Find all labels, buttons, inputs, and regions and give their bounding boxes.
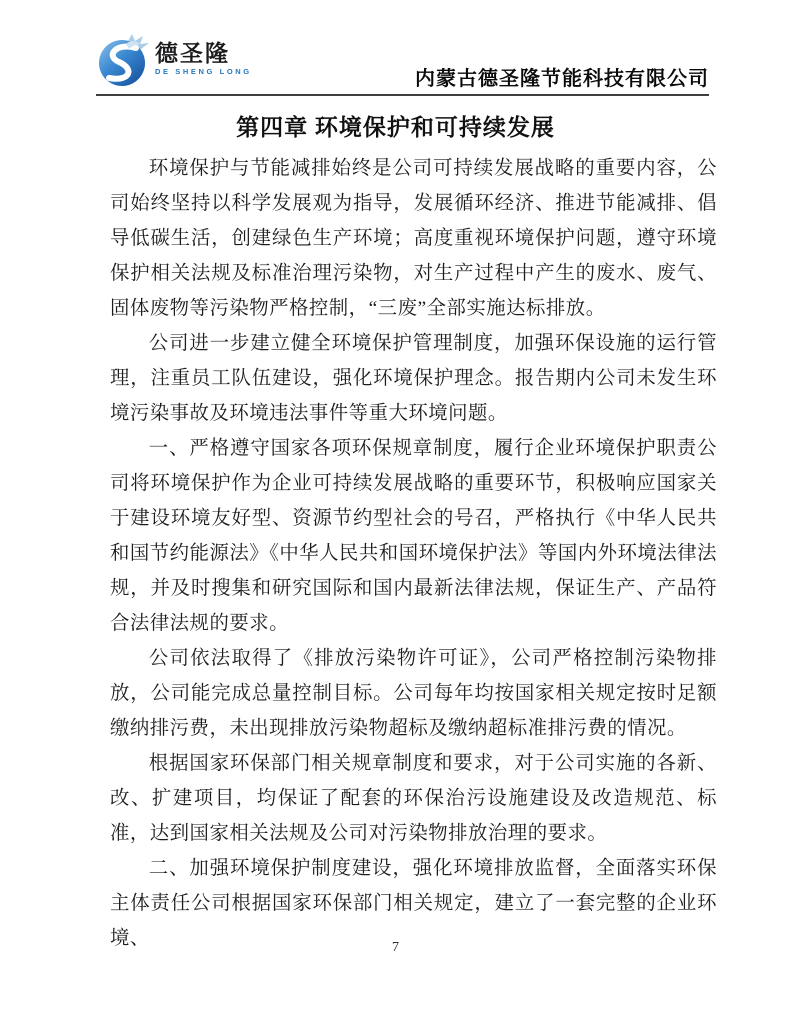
logo-wordmark bbox=[155, 39, 252, 82]
paragraph: 环境保护与节能减排始终是公司可持续发展战略的重要内容，公司始终坚持以科学发展观为指导，发展循环经济、推进节能减排、倡导低碳生活，创建绿色生产环境；高度重视环境保护问题，遵守环境保护相关法规及标准治理污染物，对生产过程中产生的废水、废气、固体废物等污染物严格控制，“三废”全部实施达标排放。 bbox=[110, 158, 717, 319]
dragon-s-circle-icon bbox=[96, 30, 151, 93]
document-body bbox=[110, 151, 717, 956]
chapter-title: 第四章 环境保护和可持续发展 bbox=[236, 115, 555, 140]
paragraph: 一、严格遵守国家各项环保规章制度，履行企业环境保护职责公司将环境保护作为企业可持续发展战略的重要环节，积极响应国家关于建设环境友好型、资源节约型社会的号召，严格执行《中华人民共和国节约能源法》《中华人民共和国环境保护法》等国内外环境法律法规，并及时搜集和研究国际和国内最新法律法规，保证生产、产品符合法律法规的要求。 bbox=[110, 438, 717, 634]
logo-wordmark-en: DE SHENG LONG bbox=[155, 66, 252, 76]
paragraph: 公司依法取得了《排放污染物许可证》，公司严格控制污染物排放，公司能完成总量控制目标。公司每年均按国家相关规定按时足额缴纳排污费，未出现排放污染物超标及缴纳超标准排污费的情况。 bbox=[110, 648, 717, 739]
logo-wordmark-cn: 德圣隆 bbox=[155, 39, 230, 66]
paragraph: 公司进一步建立健全环境保护管理制度，加强环保设施的运行管理，注重员工队伍建设，强化环境保护理念。报告期内公司未发生环境污染事故及环境违法事件等重大环境问题。 bbox=[110, 333, 717, 424]
page-number: 7 bbox=[392, 940, 399, 955]
header-divider bbox=[96, 94, 709, 96]
company-name: 内蒙古德圣隆节能科技有限公司 bbox=[415, 68, 709, 90]
paragraph: 根据国家环保部门相关规章制度和要求，对于公司实施的各新、改、扩建项目，均保证了配套的环保治污设施建设及改造规范、标准，达到国家相关法规及公司对污染物排放治理的要求。 bbox=[110, 753, 717, 844]
paragraph: 二、加强环境保护制度建设，强化环境排放监督，全面落实环保主体责任公司根据国家环保部门相关规定，建立了一套完整的企业环境、 bbox=[110, 858, 717, 949]
company-logo bbox=[96, 30, 252, 93]
page-header bbox=[96, 0, 709, 93]
